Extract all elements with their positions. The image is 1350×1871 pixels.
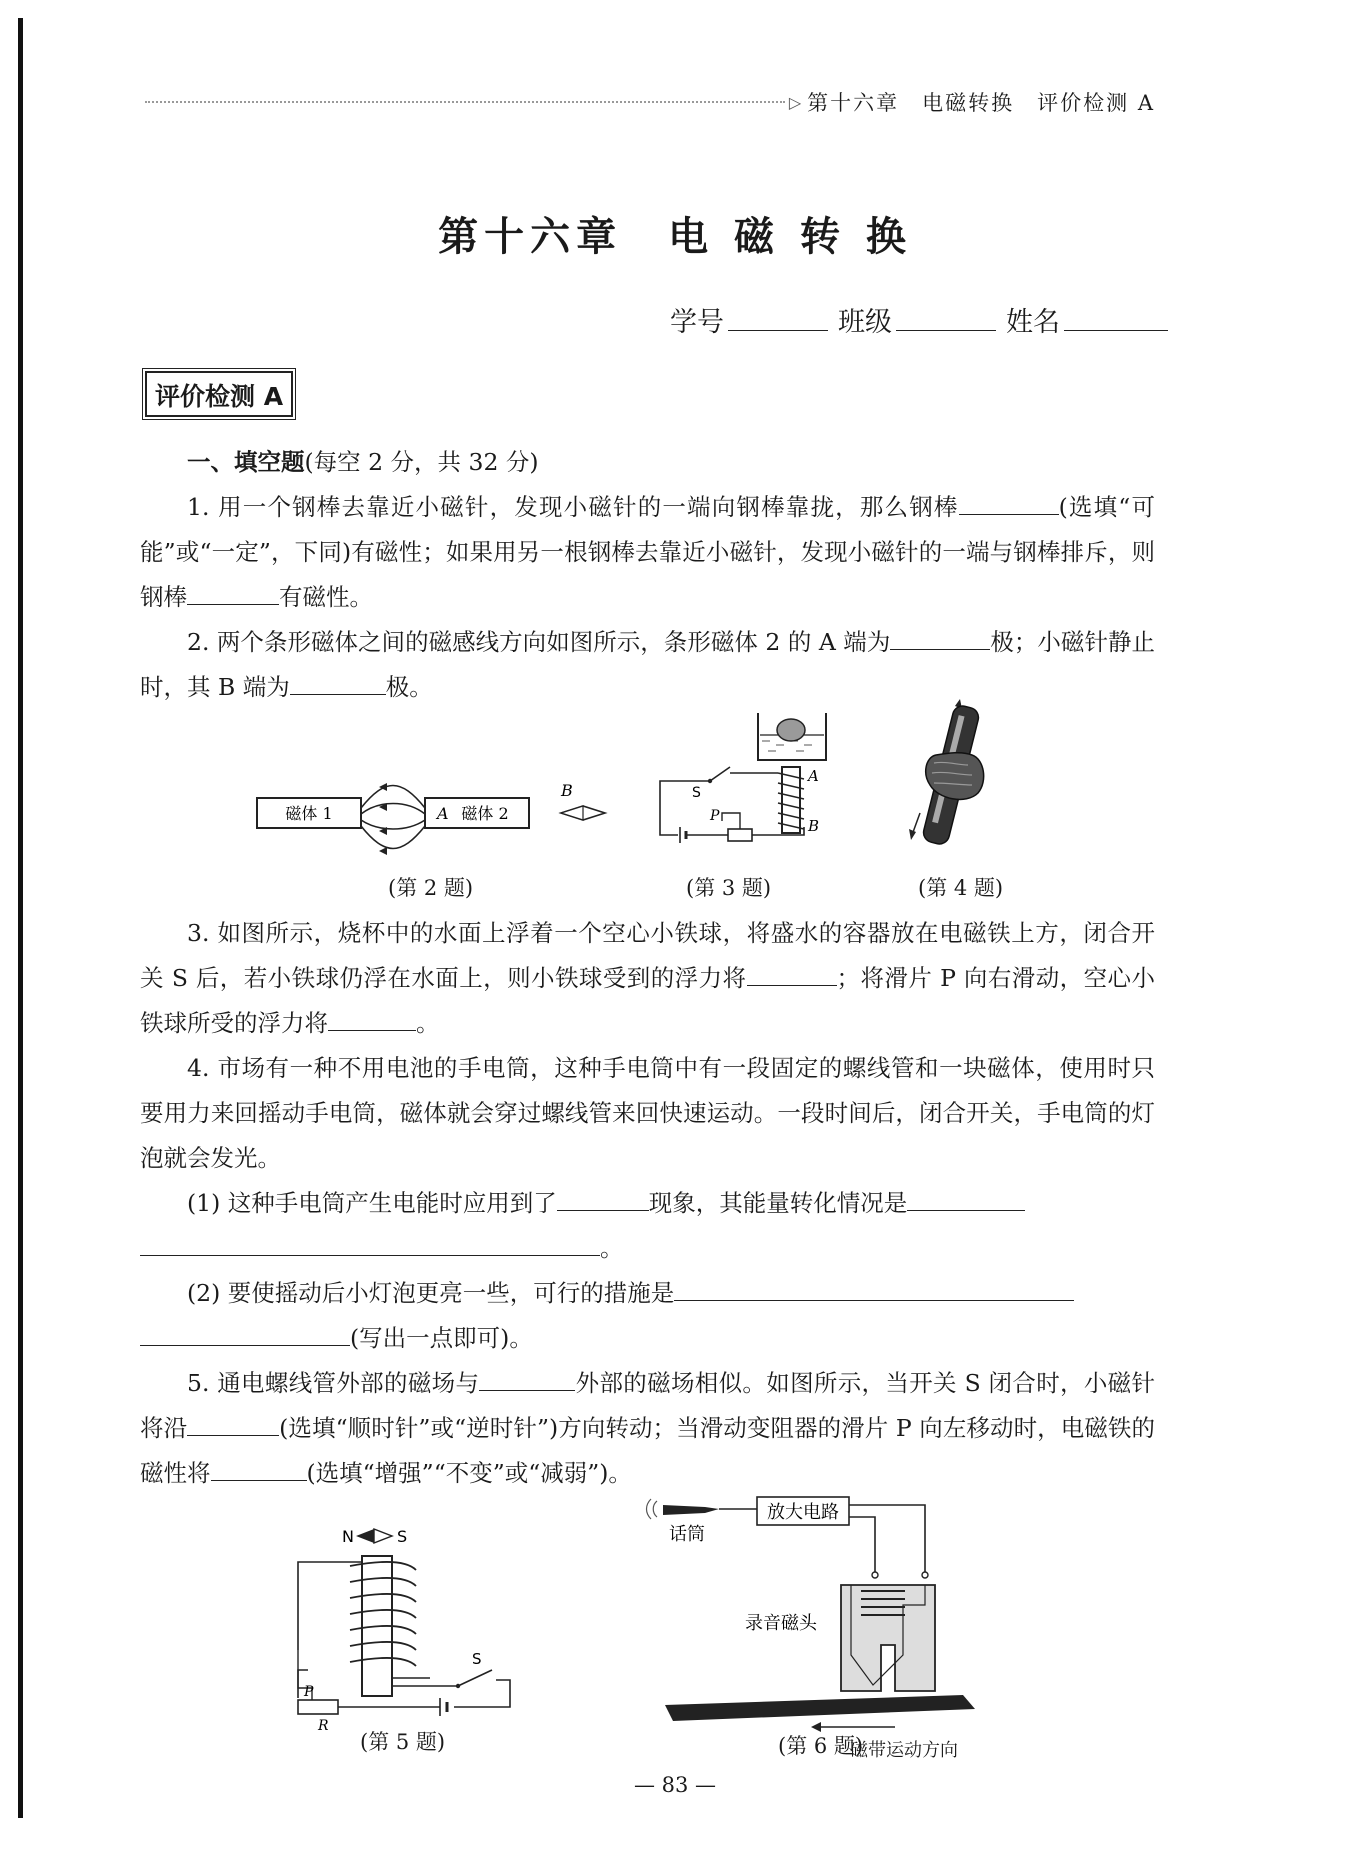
rheostat	[298, 1700, 338, 1714]
switch-pivot	[456, 1684, 460, 1688]
switch-label: S	[472, 1650, 482, 1668]
switch-pivot	[708, 779, 712, 783]
figure-4-caption: (第 4 题)	[918, 876, 1004, 900]
q1-blank-2[interactable]	[187, 578, 279, 605]
arrow-head-down	[909, 829, 916, 840]
magnet-1-label: 磁体 1	[285, 804, 333, 823]
needle-north-label: N	[342, 1527, 354, 1546]
q1-blank-1[interactable]	[959, 488, 1059, 515]
figure-5-caption: (第 5 题)	[360, 1730, 446, 1754]
needle-north-half	[356, 1529, 374, 1543]
q3-blank-1[interactable]	[747, 959, 837, 986]
magnetic-tape	[665, 1695, 975, 1721]
q5-blank-2[interactable]	[187, 1409, 279, 1436]
field-line-1	[361, 786, 425, 809]
figure-6-caption: (第 6 题)	[778, 1734, 864, 1758]
name-label: 姓名	[1006, 307, 1060, 338]
q3-text-a: 3. 如图所示，烧杯中的水面上浮着一个空心小铁球，将盛水的容器放在电磁铁上方，闭合开关 S 后，若小铁球仍浮在水面上，则小铁球受到的浮力将	[140, 919, 1155, 992]
q4-1-text-b: 现象，其能量转化情况是	[648, 1189, 908, 1217]
amplifier-wires	[849, 1505, 925, 1573]
rheostat	[728, 829, 752, 841]
part1-heading	[140, 440, 1155, 485]
field-line-3	[361, 820, 425, 829]
part1-title: 一、填空题	[187, 448, 305, 476]
q2-blank-1[interactable]	[890, 623, 990, 650]
questions-block-2	[140, 911, 1155, 1496]
q4-1-blank-2a[interactable]	[907, 1184, 1025, 1211]
q4-1-blank-2b[interactable]	[140, 1229, 600, 1256]
magnet-2-pole-a: A	[437, 804, 449, 823]
compass-pole-b: B	[561, 781, 573, 800]
q2-text-c: 极。	[385, 673, 433, 701]
magnet-2-label: 磁体 2	[461, 804, 509, 823]
q4-2-blank-a[interactable]	[674, 1274, 1074, 1301]
amplifier-label: 放大电路	[767, 1502, 839, 1523]
section-label: 评价检测 A	[145, 371, 293, 417]
switch-lever	[710, 767, 730, 781]
iron-ball	[777, 719, 805, 741]
figure-3-caption: (第 3 题)	[686, 876, 772, 900]
terminal-right	[922, 1572, 928, 1578]
tape-direction-label: 磁带运动方向	[850, 1740, 958, 1761]
q5-text-a: 5. 通电螺线管外部的磁场与	[187, 1369, 480, 1397]
compass-needle-half	[561, 806, 583, 820]
binding-edge	[18, 18, 23, 1818]
student-info	[670, 300, 1168, 339]
terminal-left	[872, 1572, 878, 1578]
figure-5-solenoid-circuit	[290, 1520, 530, 1734]
coil-end-a: A	[808, 767, 819, 785]
class-label: 班级	[838, 307, 892, 338]
q5-blank-3[interactable]	[211, 1454, 307, 1481]
question-3	[140, 911, 1155, 1046]
q5-text-b: 外部的磁场相似。如图所示，当开关 S 闭合时，小磁针将沿	[140, 1369, 1155, 1442]
figure-3-electromagnet	[650, 705, 850, 850]
q3-text-c: 。	[416, 1009, 440, 1037]
figure-2-magnets	[255, 770, 615, 870]
recording-head-core	[841, 1585, 935, 1691]
q4-1-text-a: (1) 这种手电筒产生电能时应用到了	[187, 1189, 557, 1217]
running-head	[145, 88, 1155, 116]
q4-2-text-b: (写出一点即可)。	[350, 1324, 533, 1352]
question-4-part-2	[140, 1271, 1155, 1361]
page-number: — 83 —	[633, 1773, 717, 1797]
water-hatching	[762, 741, 812, 751]
questions-block-1	[140, 440, 1155, 710]
student-number-field[interactable]	[728, 300, 828, 331]
q5-text-c: (选填“顺时针”或“逆时针”)方向转动；当滑动变阻器的滑片 P 向左移动时，电磁铁的磁性将	[140, 1414, 1155, 1487]
q4-1-blank-1[interactable]	[557, 1184, 649, 1211]
running-head-text: 第十六章 电磁转换 评价检测 A	[807, 91, 1155, 115]
question-4-stem: 4. 市场有一种不用电池的手电筒，这种手电筒中有一段固定的螺线管和一块磁体，使用时只要用力来回摇动手电筒，磁体就会穿过螺线管来回快速运动。一段时间后，闭合开关，手电筒的灯泡就会发光。	[140, 1054, 1155, 1172]
q2-blank-2[interactable]	[290, 668, 386, 695]
q1-text-b: (选填“可能”或“一定”，下同)有磁性；如果用另一根钢棒去靠近小磁针，发现小磁针的一端与钢棒排斥，则钢棒	[140, 493, 1155, 611]
dotted-leader	[145, 101, 785, 103]
microphone-icon	[663, 1505, 719, 1515]
coil-end-b: B	[808, 817, 820, 835]
q1-text-a: 1. 用一个钢棒去靠近小磁针，发现小磁针的一端向钢棒靠拢，那么钢棒	[187, 493, 959, 521]
q1-text-c: 有磁性。	[279, 583, 373, 611]
q3-blank-2[interactable]	[328, 1004, 416, 1031]
circuit-wire-top	[660, 773, 778, 835]
figure-6-recording-head	[645, 1495, 985, 1730]
switch-label: S	[692, 785, 701, 801]
chapter-title: 第十六章 电 磁 转 换	[438, 214, 912, 260]
field-line-2	[361, 804, 425, 815]
needle-south-half	[374, 1529, 392, 1543]
slider-label: P	[304, 1684, 314, 1700]
slider-arm	[722, 813, 740, 829]
rheostat-label: R	[318, 1718, 329, 1734]
q5-blank-1[interactable]	[479, 1364, 575, 1391]
solenoid-coil	[350, 1562, 416, 1666]
q2-text-a: 2. 两个条形磁体之间的磁感线方向如图所示，条形磁体 2 的 A 端为	[187, 628, 891, 656]
q5-text-d: (选填“增强”“不变”或“减弱”)。	[306, 1459, 632, 1487]
field-arrow-4	[379, 847, 387, 855]
q4-2-text-a: (2) 要使摇动后小灯泡更亮一些，可行的措施是	[187, 1279, 675, 1307]
figure-4-flashlight	[908, 695, 1018, 855]
figure-2-caption: (第 2 题)	[388, 876, 474, 900]
question-1	[140, 485, 1155, 620]
q4-2-blank-b[interactable]	[140, 1319, 350, 1346]
microphone-label: 话筒	[669, 1524, 705, 1545]
question-5	[140, 1361, 1155, 1496]
head-label: 录音磁头	[745, 1613, 817, 1634]
switch-lever	[458, 1670, 492, 1686]
arrow-icon: ▷	[788, 92, 802, 112]
q4-1-text-c: 。	[600, 1234, 624, 1262]
part1-note: (每空 2 分，共 32 分)	[304, 448, 539, 476]
circuit-wires-bottom	[338, 1680, 510, 1707]
q3-text-b: ；将滑片 P 向右滑动，空心小铁球所受的浮力将	[140, 964, 1155, 1037]
sound-waves	[647, 1499, 658, 1519]
needle-south-label: S	[397, 1527, 408, 1546]
class-field[interactable]	[896, 300, 996, 331]
slider-label: P	[710, 808, 720, 824]
student-number-label: 学号	[670, 307, 724, 338]
q2-text-b: 极；小磁针静止时，其 B 端为	[140, 628, 1155, 701]
name-field[interactable]	[1064, 300, 1168, 331]
question-4-part-1	[140, 1181, 1155, 1271]
